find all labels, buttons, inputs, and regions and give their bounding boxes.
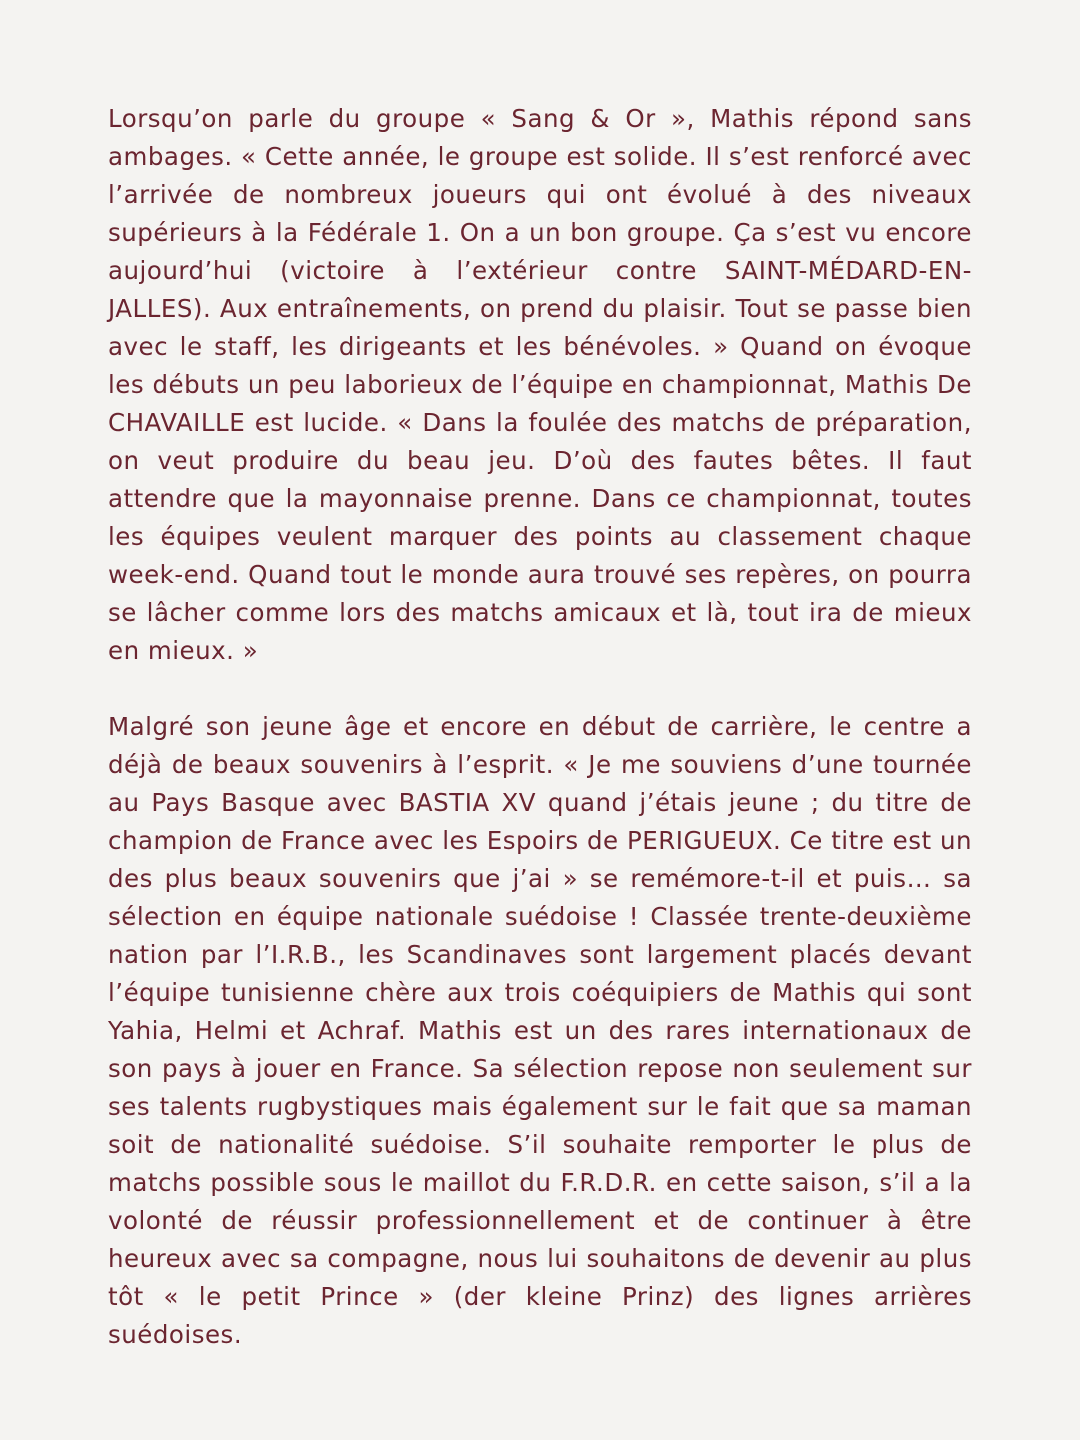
article-body bbox=[108, 100, 972, 1354]
article-paragraph-1: Lorsqu’on parle du groupe « Sang & Or », Mathis répond sans ambages. « Cette année, le groupe est solide. Il s’est renforcé avec l’arrivée de nombreux joueurs qui ont évolué à des niveaux supérieurs à la Fédérale 1. On a un bon groupe. Ça s’est vu encore aujourd’hui (victoire à l’extérieur contre SAINT-MÉDARD-EN-JALLES). Aux entraînements, on prend du plaisir. Tout se passe bien avec le staff, les dirigeants et les bénévoles. » Quand on évoque les débuts un peu laborieux de l’équipe en championnat, Mathis De CHAVAILLE est lucide. « Dans la foulée des matchs de préparation, on veut produire du beau jeu. D’où des fautes bêtes. Il faut attendre que la mayonnaise prenne. Dans ce championnat, toutes les équipes veulent marquer des points au classement chaque week-end. Quand tout le monde aura trouvé ses repères, on pourra se lâcher comme lors des matchs amicaux et là, tout ira de mieux en mieux. » bbox=[108, 104, 972, 665]
article-paragraph-2: Malgré son jeune âge et encore en début de carrière, le centre a déjà de beaux souvenirs à l’esprit. « Je me souviens d’une tournée au Pays Basque avec BASTIA XV quand j’étais jeune ; du titre de champion de France avec les Espoirs de PERIGUEUX. Ce titre est un des plus beaux souvenirs que j’ai » se remémore-t-il et puis… sa sélection en équipe nationale suédoise ! Classée trente-deuxième nation par l’I.R.B., les Scandinaves sont largement placés devant l’équipe tunisienne chère aux trois coéquipiers de Mathis qui sont Yahia, Helmi et Achraf. Mathis est un des rares internationaux de son pays à jouer en France. Sa sélection repose non seulement sur ses talents rugbystiques mais également sur le fait que sa maman soit de nationalité suédoise. S’il souhaite remporter le plus de matchs possible sous le maillot du F.R.D.R. en cette saison, s’il a la volonté de réussir professionnellement et de continuer à être heureux avec sa compagne, nous lui souhaitons de devenir au plus tôt « le petit Prince » (der kleine Prinz) des lignes arrières suédoises. bbox=[108, 712, 972, 1349]
